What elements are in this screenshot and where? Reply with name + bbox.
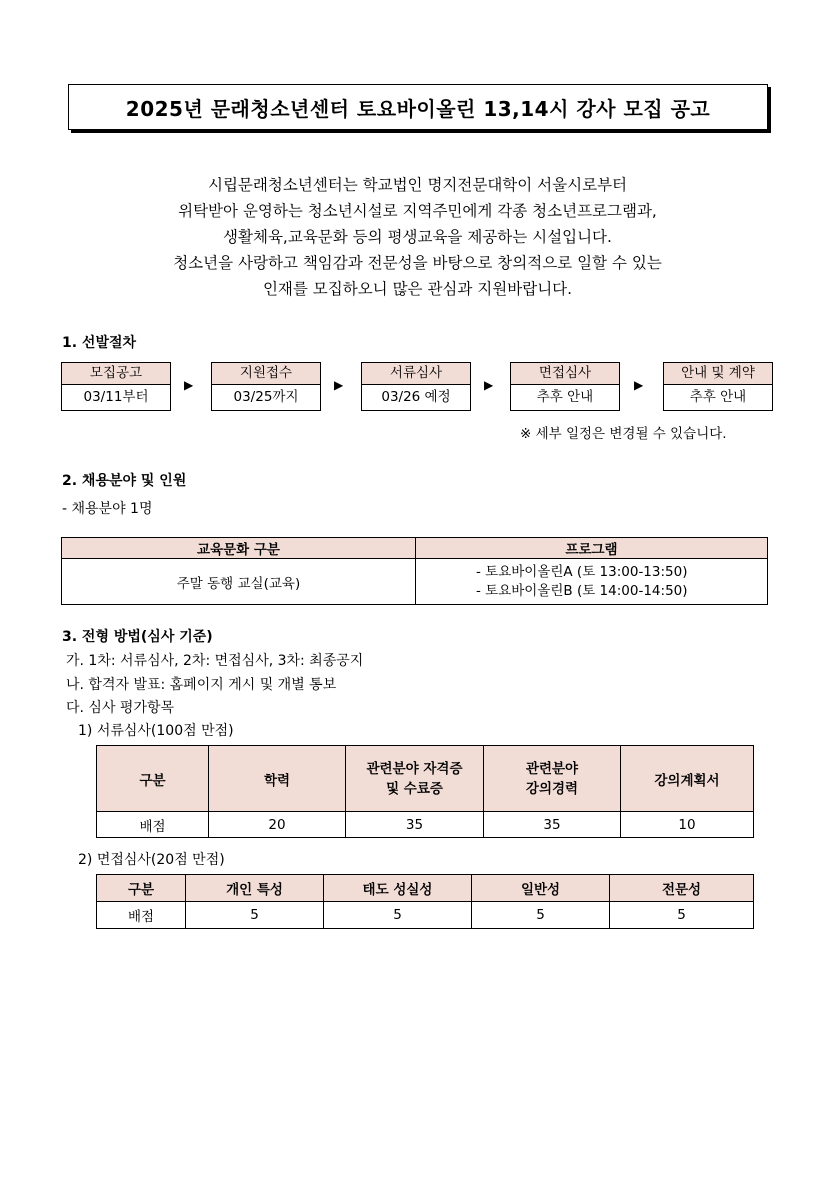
- section-heading-method: 3. 전형 방법(심사 기준): [62, 629, 213, 645]
- score-cell: 35: [484, 812, 621, 838]
- step-label: 면접심사: [511, 363, 619, 385]
- header-line: 강의경력: [525, 780, 579, 797]
- program-cell: [416, 559, 768, 605]
- section-heading-recruitment: 2. 채용분야 및 인원: [62, 473, 187, 489]
- program-item: - 토요바이올린B (토 14:00-14:50): [476, 582, 688, 599]
- table-header: 교육문화 구분: [62, 538, 416, 559]
- interview-title: 2) 면접심사(20점 만점): [78, 852, 225, 868]
- table-header: 태도 성실성: [324, 875, 472, 902]
- recruitment-count: - 채용분야 1명: [62, 501, 153, 517]
- process-step: [663, 362, 773, 411]
- header-line: 관련분야 자격증: [366, 760, 463, 777]
- row-label: 배점: [97, 902, 186, 929]
- row-label: 배점: [97, 812, 209, 838]
- process-step: [211, 362, 321, 411]
- step-value: 03/11부터: [83, 389, 149, 405]
- step-value: 추후 안내: [536, 389, 594, 405]
- score-cell: 5: [472, 902, 610, 929]
- section-heading-selection: 1. 선발절차: [62, 335, 137, 351]
- arrow-right-icon: ▶: [184, 378, 194, 392]
- method-item: 나. 합격자 발표: 홈페이지 게시 및 개별 통보: [66, 677, 337, 693]
- table-header: 일반성: [472, 875, 610, 902]
- step-label: 지원접수: [212, 363, 320, 385]
- table-header: 구분: [97, 875, 186, 902]
- arrow-right-icon: ▶: [634, 378, 644, 392]
- doc-review-title: 1) 서류심사(100점 만점): [78, 723, 234, 739]
- table-header: 학력: [209, 746, 346, 812]
- process-step: [510, 362, 620, 411]
- table-header: 전문성: [610, 875, 754, 902]
- table-header: 구분: [97, 746, 209, 812]
- page-title: 2025년 문래청소년센터 토요바이올린 13,14시 강사 모집 공고: [68, 84, 768, 130]
- table-header: 프로그램: [416, 538, 768, 559]
- step-label: 안내 및 계약: [664, 363, 772, 385]
- header-line: 관련분야: [525, 760, 579, 777]
- table-header: [346, 746, 484, 812]
- process-step: [361, 362, 471, 411]
- intro-line: 생활체육,교육문화 등의 평생교육을 제공하는 시설입니다.: [223, 228, 612, 246]
- method-item: 가. 1차: 서류심사, 2차: 면접심사, 3차: 최종공지: [66, 653, 364, 669]
- intro-paragraph: [60, 172, 775, 302]
- arrow-right-icon: ▶: [484, 378, 494, 392]
- program-item: - 토요바이올린A (토 13:00-13:50): [476, 563, 688, 580]
- step-value: 추후 안내: [689, 389, 747, 405]
- table-header: [484, 746, 621, 812]
- table-header: 강의계획서: [621, 746, 754, 812]
- score-cell: 5: [324, 902, 472, 929]
- table-header: 개인 특성: [186, 875, 324, 902]
- intro-line: 시립문래청소년센터는 학교법인 명지전문대학이 서울시로부터: [207, 176, 628, 194]
- interview-table: [96, 874, 754, 929]
- doc-review-table: [96, 745, 754, 838]
- intro-line: 청소년을 사랑하고 책임감과 전문성을 바탕으로 창의적으로 일할 수 있는: [173, 254, 662, 272]
- recruitment-table: [61, 537, 768, 605]
- score-cell: 20: [209, 812, 346, 838]
- step-label: 서류심사: [362, 363, 470, 385]
- intro-line: 위탁받아 운영하는 청소년시설로 지역주민에게 각종 청소년프로그램과,: [178, 202, 657, 220]
- score-cell: 10: [621, 812, 754, 838]
- step-value: 03/25까지: [233, 389, 299, 405]
- schedule-note: ※ 세부 일정은 변경될 수 있습니다.: [520, 426, 727, 442]
- process-step: [61, 362, 171, 411]
- score-cell: 5: [610, 902, 754, 929]
- arrow-right-icon: ▶: [334, 378, 344, 392]
- step-label: 모집공고: [62, 363, 170, 385]
- step-value: 03/26 예정: [381, 389, 451, 405]
- method-item: 다. 심사 평가항목: [66, 700, 175, 716]
- score-cell: 35: [346, 812, 484, 838]
- category-cell: 주말 동행 교실(교육): [62, 559, 416, 605]
- score-cell: 5: [186, 902, 324, 929]
- header-line: 및 수료증: [386, 780, 443, 797]
- intro-line: 인재를 모집하오니 많은 관심과 지원바랍니다.: [262, 280, 573, 298]
